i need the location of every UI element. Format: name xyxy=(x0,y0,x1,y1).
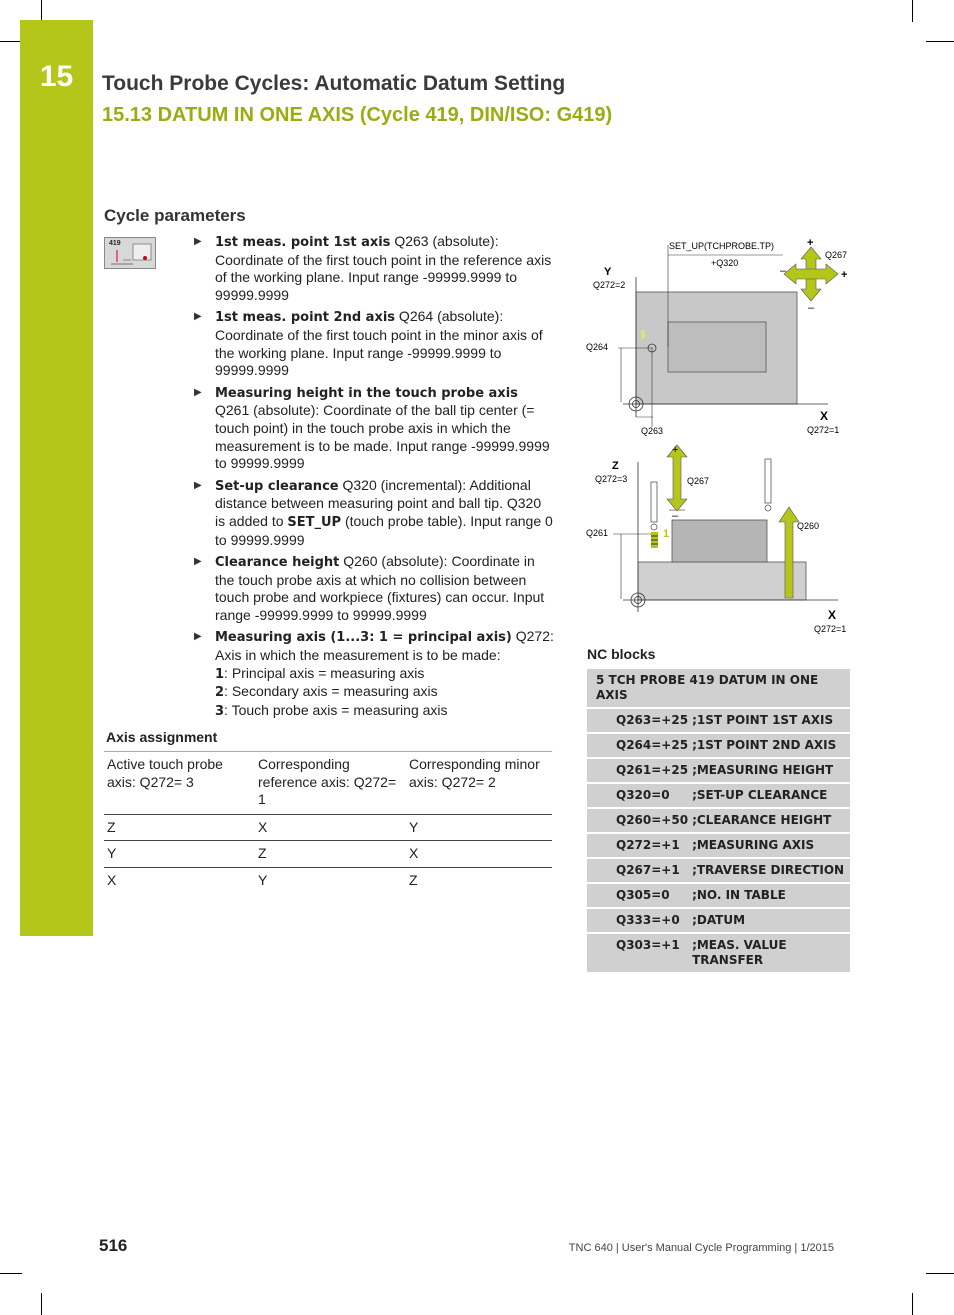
table-row xyxy=(587,858,850,883)
table-row xyxy=(587,758,850,783)
nc-comment: ;1ST POINT 1ST AXIS xyxy=(690,708,850,733)
param-q320: ▶ Set-up clearance Q320 (incremental): Additional distance between measuring point and ball tip. Q320 is added to SET_UP (touch probe table). Input range 0 to 99999.9999 xyxy=(194,476,553,548)
touch-probe-icon xyxy=(651,482,658,548)
label-x-axis-top: X xyxy=(820,409,829,423)
nc-param: Q305=0 xyxy=(587,883,690,908)
bullet-arrow-icon: ▶ xyxy=(194,386,202,398)
bullet-arrow-icon: ▶ xyxy=(194,311,202,323)
parameter-list xyxy=(194,233,554,724)
nc-param: Q261=+25 xyxy=(587,758,690,783)
table-row xyxy=(587,733,850,758)
nc-comment: ;TRAVERSE DIRECTION xyxy=(690,858,850,883)
label-q264: Q264 xyxy=(586,342,609,352)
nc-header: 5 TCH PROBE 419 DATUM IN ONE AXIS xyxy=(587,669,850,708)
table-header-cell: Corresponding reference axis: Q272= 1 xyxy=(255,752,406,815)
crop-mark xyxy=(0,41,22,42)
nc-param: Q303=+1 xyxy=(587,933,690,973)
crop-mark xyxy=(926,41,954,42)
cycle-419-icon xyxy=(104,237,156,269)
cycle-parameters-title: Cycle parameters xyxy=(104,206,246,225)
section-heading: 15.13 DATUM IN ONE AXIS (Cycle 419, DIN/ISO: G419) xyxy=(102,104,613,126)
table-row xyxy=(587,883,850,908)
table-cell: X xyxy=(104,867,255,893)
nc-comment: ;1ST POINT 2ND AXIS xyxy=(690,733,850,758)
table-cell: Y xyxy=(104,841,255,868)
table-row xyxy=(104,867,552,893)
table-row xyxy=(587,808,850,833)
label-q261: Q261 xyxy=(586,528,609,538)
label-q272-3: Q272=3 xyxy=(595,474,628,484)
table-cell: Y xyxy=(255,867,406,893)
label-y-axis: Y xyxy=(604,266,612,278)
table-cell: Z xyxy=(104,814,255,841)
label-q263: Q263 xyxy=(641,426,664,436)
table-row xyxy=(587,908,850,933)
nc-comment: ;MEAS. VALUE TRANSFER xyxy=(690,933,850,973)
label-minus-side: – xyxy=(672,510,679,522)
page-footer: TNC 640 | User's Manual Cycle Programming | 1/2015 xyxy=(568,1242,834,1254)
label-z-axis: Z xyxy=(612,460,619,472)
axis-assignment-title: Axis assignment xyxy=(106,729,218,745)
step-side-view xyxy=(672,520,767,562)
param-q272: ▶ Measuring axis (1...3: 1 = principal axis) Q272: Axis in which the measurement is to be made: 1: Principal axis = measuring axis 2: Secondary axis = measuring axis 3: Touch probe axis = measuring axis xyxy=(194,628,554,719)
table-row xyxy=(587,833,850,858)
crop-mark xyxy=(912,0,913,22)
table-cell: Y xyxy=(406,814,552,841)
table-row xyxy=(104,814,552,841)
nc-comment: ;NO. IN TABLE xyxy=(690,883,850,908)
label-minus-left: – xyxy=(780,265,787,277)
nc-param: Q320=0 xyxy=(587,783,690,808)
label-x-axis-side: X xyxy=(828,608,837,622)
table-header-cell: Active touch probe axis: Q272= 3 xyxy=(104,752,255,815)
crop-mark xyxy=(41,0,42,22)
bullet-arrow-icon: ▶ xyxy=(194,556,202,568)
nc-param: Q333=+0 xyxy=(587,908,690,933)
label-minus-bottom: – xyxy=(808,302,815,314)
chapter-sidebar xyxy=(20,20,93,936)
param-q264: ▶ 1st meas. point 2nd axis Q264 (absolute): Coordinate of the first touch point in the minor axis of the working plane. Input range -99999.9999 to 99999.9999 xyxy=(194,308,543,379)
label-q267-top: Q267 xyxy=(825,250,848,260)
nc-param: Q260=+50 xyxy=(587,808,690,833)
nc-blocks-table xyxy=(587,669,850,974)
label-plus-side: + xyxy=(672,444,679,456)
label-q272-1-side: Q272=1 xyxy=(814,624,847,634)
label-q320: +Q320 xyxy=(711,258,739,268)
crop-mark xyxy=(41,1293,42,1315)
label-setup: SET_UP(TCHPROBE.TP) xyxy=(669,241,775,251)
crop-mark xyxy=(0,1273,22,1274)
cycle-icon-label: 419 xyxy=(109,240,121,247)
param-q260: ▶ Clearance height Q260 (absolute): Coordinate in the touch probe axis at which no collision between touch probe and workpiece (fixtures) can occur. Input range -99999.9999 to 99999.9999 xyxy=(194,553,545,623)
nc-comment: ;DATUM xyxy=(690,908,850,933)
nc-comment: ;MEASURING AXIS xyxy=(690,833,850,858)
pocket-top-view xyxy=(668,322,766,372)
table-row xyxy=(587,708,850,733)
label-q267-side: Q267 xyxy=(687,476,710,486)
table-row xyxy=(104,841,552,868)
bullet-arrow-icon: ▶ xyxy=(194,236,202,247)
nc-comment: ;MEASURING HEIGHT xyxy=(690,758,850,783)
table-header-row xyxy=(104,752,552,815)
table-cell: Z xyxy=(255,841,406,868)
nc-blocks-title: NC blocks xyxy=(587,646,656,662)
chapter-title: Touch Probe Cycles: Automatic Datum Setting xyxy=(102,72,566,95)
nc-comment: ;SET-UP CLEARANCE xyxy=(690,783,850,808)
chapter-number: 15 xyxy=(39,60,74,93)
crop-mark xyxy=(912,1293,913,1315)
label-plus-top: + xyxy=(807,237,814,249)
label-q272-1-top: Q272=1 xyxy=(807,425,840,435)
param-q263: ▶ 1st meas. point 1st axis Q263 (absolute): Coordinate of the first touch point in the reference axis of the working plane. Input range -99999.9999 to 99999.9999 xyxy=(194,233,552,303)
nc-header-row xyxy=(587,669,850,708)
nc-param: Q267=+1 xyxy=(587,858,690,883)
nc-comment: ;CLEARANCE HEIGHT xyxy=(690,808,850,833)
bullet-arrow-icon: ▶ xyxy=(194,479,202,491)
page-number: 516 xyxy=(99,1236,128,1255)
axis-assignment-table xyxy=(104,751,552,894)
crop-mark xyxy=(926,1273,954,1274)
table-header-cell: Corresponding minor axis: Q272= 2 xyxy=(406,752,552,815)
label-q260: Q260 xyxy=(797,521,820,531)
nc-param: Q264=+25 xyxy=(587,733,690,758)
touch-probe-clearance-icon xyxy=(765,459,771,511)
cycle-419-diagram xyxy=(583,237,853,637)
label-plus-right: + xyxy=(841,269,848,281)
nc-param: Q272=+1 xyxy=(587,833,690,858)
table-cell: X xyxy=(406,841,552,868)
workpiece-side-view xyxy=(638,562,806,600)
nc-param: Q263=+25 xyxy=(587,708,690,733)
table-row xyxy=(587,783,850,808)
bullet-arrow-icon: ▶ xyxy=(194,631,202,643)
label-q272-2: Q272=2 xyxy=(593,280,626,290)
param-q261: ▶ Measuring height in the touch probe axis Q261 (absolute): Coordinate of the ball tip center (= touch point) in the touch probe axis in which the measurement is to be made. Input range -99999.9999 to 99999.9999 xyxy=(194,385,550,472)
table-cell: Z xyxy=(406,867,552,893)
label-point-1: 1 xyxy=(663,528,670,540)
table-cell: X xyxy=(255,814,406,841)
table-row xyxy=(587,933,850,973)
